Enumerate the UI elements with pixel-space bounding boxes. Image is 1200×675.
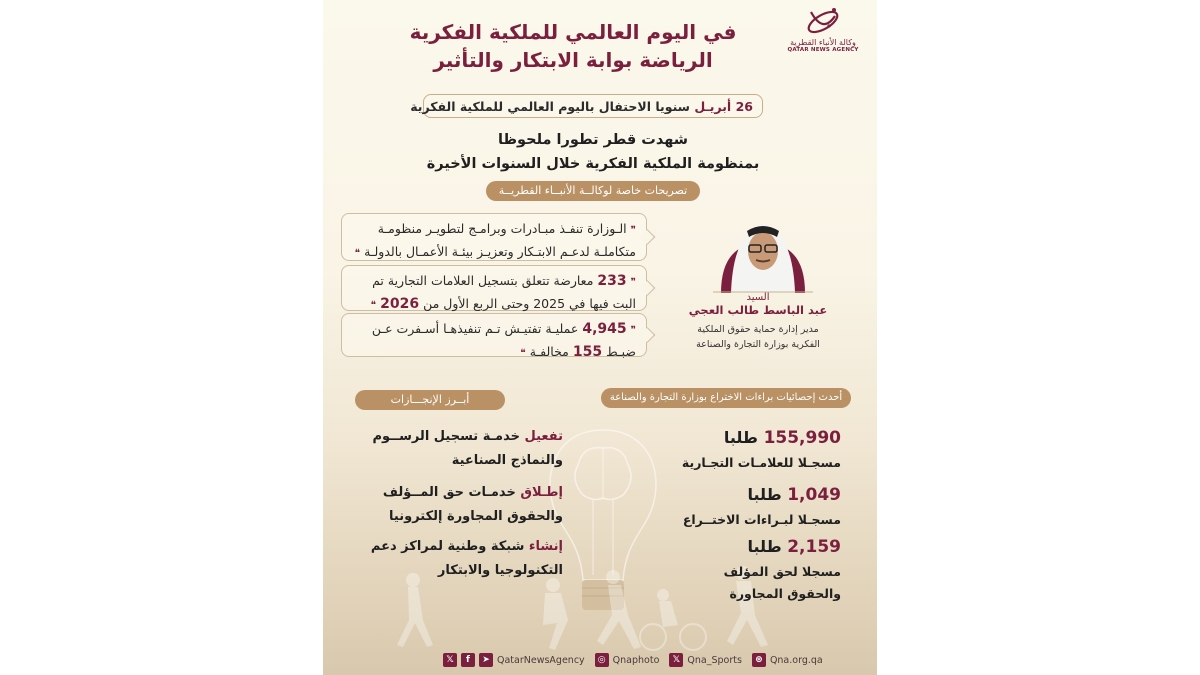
- quote-close-icon: ❝: [370, 300, 377, 311]
- quote-card-2: [341, 265, 647, 311]
- x-icon[interactable]: 𝕏: [443, 653, 457, 667]
- achievement-keyword: إطـلاق: [520, 485, 563, 500]
- stat-value: 1,049: [787, 485, 841, 505]
- date-month: أبريـل: [694, 98, 732, 114]
- quote-number: 233: [597, 273, 627, 289]
- statements-label: تصريحات خاصة لوكالــة الأنبــاء القطريــة: [486, 181, 700, 201]
- quote-open-icon: ❞: [630, 325, 636, 336]
- stats-section-label: أحدث إحصائيات براءات الاختراع بوزارة التجارة والصناعة: [601, 388, 851, 408]
- achievement-item-1: [353, 425, 563, 473]
- telegram-icon[interactable]: ➤: [479, 653, 493, 667]
- achievement-text: خدمـات حق المــؤلف والحقوق المجاورة إلكترونيا: [382, 485, 563, 524]
- stat-item-trademarks: [641, 428, 841, 474]
- quote-open-icon: ❞: [630, 225, 636, 236]
- social-footer: [443, 653, 823, 667]
- quote-close-icon: ❝: [520, 348, 526, 359]
- date-number: 26: [735, 98, 753, 114]
- achievement-item-3: [353, 535, 563, 583]
- infographic-poster: [323, 0, 877, 675]
- web-icon[interactable]: ⊛: [752, 653, 766, 667]
- date-badge: [410, 94, 763, 118]
- date-text: سنويا الاحتفال باليوم العالمي للملكية الفكرية: [410, 98, 690, 114]
- stat-value: 155,990: [763, 428, 841, 448]
- quote-highlight: 2026: [380, 296, 420, 312]
- stat-unit: طلبا: [747, 537, 782, 556]
- quote-text: معارضة تتعلق بتسجيل العلامات التجارية تم البت فيها في 2025 وحتى الربع الأول من: [372, 273, 636, 311]
- achievement-keyword: تفعيل: [524, 429, 563, 444]
- instagram-icon[interactable]: ◎: [595, 653, 609, 667]
- quote-highlight: 155: [572, 344, 603, 360]
- quote-text: الـوزارة تنفـذ مبـادرات وبرامـج لتطويـر منظومـة متكاملـة لدعـم الابتـكار وتعزيـز بيئـة الأعمـال بالدولـة: [364, 221, 636, 259]
- stat-value: 2,159: [787, 537, 841, 557]
- handle-qnaphoto[interactable]: Qnaphoto: [612, 654, 660, 666]
- page-title: [383, 18, 763, 74]
- achievement-text: خدمـة تسجيل الرســوم والنماذج الصناعية: [372, 429, 563, 468]
- qna-logo: [787, 4, 859, 53]
- stat-unit: طلبا: [747, 485, 782, 504]
- title-line-1: في اليوم العالمي للملكية الفكرية: [409, 20, 737, 44]
- handle-qna-sports[interactable]: Qna_Sports: [687, 654, 742, 666]
- stat-label: مسجلا لحق المؤلف والحقوق المجاورة: [723, 564, 841, 601]
- achievement-text: شبكة وطنية لمراكز دعم التكنولوجيا والابتكار: [370, 539, 563, 578]
- headline-line-2: بمنظومة الملكية الفكرية خلال السنوات الأخيرة: [426, 156, 760, 172]
- quote-text: عمليـة تفتيـش تـم تنفيذهـا أسـفرت عـن ضبـط: [371, 321, 636, 359]
- stat-label: مسجـلا لبـراءات الاختــراع: [682, 512, 841, 527]
- achievement-item-2: [353, 481, 563, 529]
- title-line-2: الرياضة بوابة الابتكار والتأثير: [433, 48, 713, 72]
- logo-english: QATAR NEWS AGENCY: [787, 47, 859, 53]
- stat-item-patents: [641, 485, 841, 531]
- logo-arabic: وكالة الأنباء القطرية: [790, 38, 856, 47]
- person-info: [683, 292, 833, 352]
- qna-orbit-logo-icon: [801, 4, 845, 38]
- stat-item-copyright: [671, 537, 841, 605]
- facebook-icon[interactable]: f: [461, 653, 475, 667]
- stat-unit: طلبا: [723, 428, 758, 447]
- person-title: السيد: [746, 292, 770, 303]
- quote-tail: مخالفـة: [529, 344, 569, 359]
- person-role: مدير إدارة حماية حقوق الملكية الفكرية بوزارة التجارة والصناعة: [696, 324, 820, 350]
- person-portrait: [713, 213, 813, 293]
- quote-close-icon: ❝: [354, 248, 361, 259]
- x-icon[interactable]: 𝕏: [669, 653, 683, 667]
- stat-label: مسجـلا للعلامـات التجـارية: [681, 455, 841, 470]
- handle-website[interactable]: Qna.org.qa: [769, 654, 823, 666]
- quote-card-1: [341, 213, 647, 261]
- quote-card-3: [341, 313, 647, 360]
- achievements-section-label: أبــرز الإنجـــازات: [355, 390, 505, 410]
- handle-qatarnewsagency[interactable]: QatarNewsAgency: [497, 654, 585, 666]
- person-name: عبد الباسط طالب العجي: [688, 303, 828, 317]
- headline: [383, 128, 803, 176]
- quote-number: 4,945: [582, 321, 627, 337]
- headline-line-1: شهدت قطر تطورا ملحوظا: [497, 132, 689, 148]
- achievement-keyword: إنشاء: [528, 539, 563, 554]
- quote-open-icon: ❞: [630, 277, 636, 288]
